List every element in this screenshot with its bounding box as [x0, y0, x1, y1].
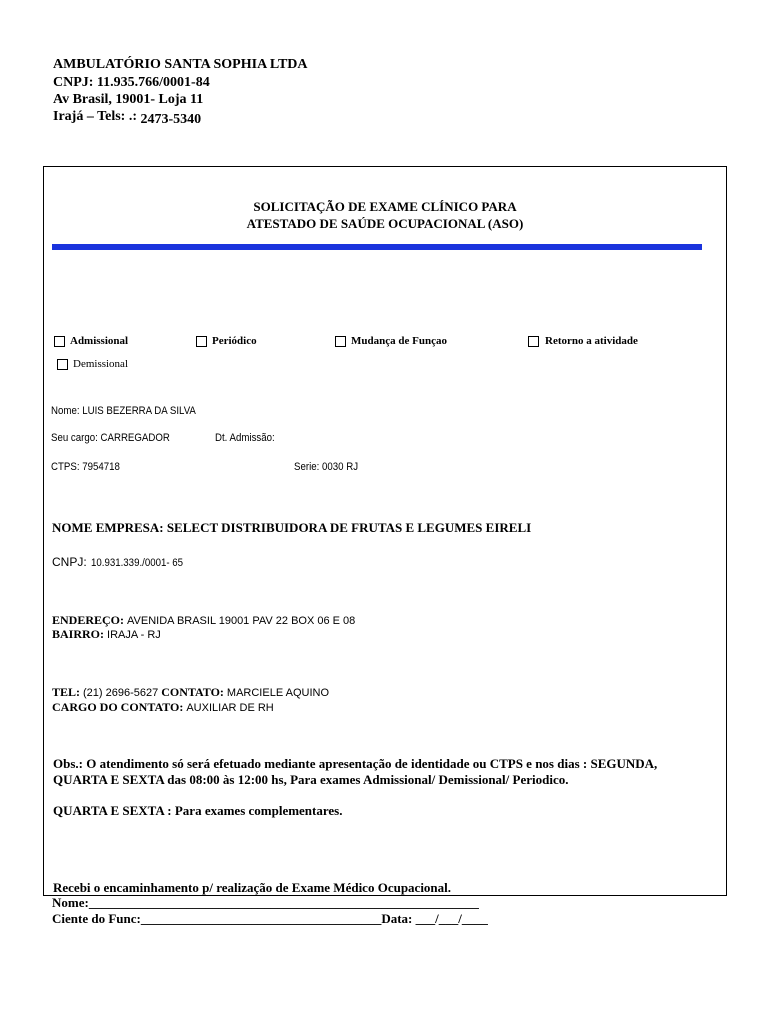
checkbox-admissional[interactable] [54, 336, 65, 347]
company-address: Av Brasil, 19001- Loja 11 [53, 92, 204, 107]
checkbox-retorno-atividade[interactable] [528, 336, 539, 347]
company-phone [53, 107, 201, 126]
label-retorno-atividade: Retorno a atividade [545, 335, 638, 347]
employer-contact [52, 685, 329, 700]
tel-label: TEL: [52, 685, 81, 699]
employee-ctps: CTPS: 7954718 [51, 461, 120, 473]
phone-label: Irajá – Tels: .: [53, 109, 137, 124]
label-demissional: Demissional [73, 358, 128, 370]
footer-name-line: Nome:____________________________________________________________ [52, 895, 479, 910]
tel-value: (21) 2696-5627 [83, 687, 159, 699]
label-admissional: Admissional [70, 335, 129, 347]
employee-serie: Serie: 0030 RJ [294, 461, 359, 473]
employer-cnpj-value: 10.931.339./0001- 65 [90, 557, 183, 569]
obs-line3: QUARTA E SEXTA : Para exames complementares. [53, 803, 343, 818]
cargo-contato-label: CARGO DO CONTATO: [52, 700, 184, 714]
company-name: AMBULATÓRIO SANTA SOPHIA LTDA [53, 57, 308, 72]
checkbox-mudanca-funcao[interactable] [335, 336, 346, 347]
bairro-label: BAIRRO: [52, 627, 105, 641]
employer-contact-role [52, 700, 274, 715]
company-cnpj: CNPJ: 11.935.766/0001-84 [53, 75, 210, 90]
employee-name: Nome: LUIS BEZERRA DA SILVA [51, 405, 196, 417]
bairro-value: IRAJA - RJ [107, 629, 161, 641]
address-value: AVENIDA BRASIL 19001 PAV 22 BOX 06 E 08 [127, 615, 356, 627]
cargo-contato-value: AUXILIAR DE RH [186, 702, 274, 714]
checkbox-periodico[interactable] [196, 336, 207, 347]
address-label: ENDEREÇO: [52, 613, 125, 627]
checkbox-demissional[interactable] [57, 359, 68, 370]
label-periodico: Periódico [212, 335, 257, 347]
form-title-line1: SOLICITAÇÃO DE EXAME CLÍNICO PARA [253, 199, 517, 214]
contato-label: CONTATO: [161, 685, 224, 699]
employer-name: NOME EMPRESA: SELECT DISTRIBUIDORA DE FRUTAS E LEGUMES EIRELI [52, 520, 532, 535]
obs-line2: QUARTA E SEXTA das 08:00 às 12:00 hs, Para exames Admissional/ Demissional/ Periodico. [53, 772, 569, 787]
employer-cnpj [52, 553, 195, 571]
footer-ciente-line: Ciente do Func:_____________________________________Data: ___/___/____ [52, 911, 488, 926]
admission-date-label: Dt. Admissão: [215, 432, 275, 444]
phone-number: 2473-5340 [140, 112, 202, 127]
employer-bairro [52, 627, 161, 642]
receipt-statement: Recebi o encaminhamento p/ realização de Exame Médico Ocupacional. [53, 880, 452, 895]
employee-cargo: Seu cargo: CARREGADOR [51, 432, 170, 444]
employer-cnpj-label: CNPJ: [52, 555, 87, 569]
title-divider [52, 244, 702, 250]
obs-line1: Obs.: O atendimento só será efetuado mediante apresentação de identidade ou CTPS e nos dias : SEGUNDA, [53, 756, 658, 771]
contato-value: MARCIELE AQUINO [226, 687, 329, 699]
employer-address [52, 613, 355, 628]
form-title-line2: ATESTADO DE SAÚDE OCUPACIONAL (ASO) [246, 216, 524, 231]
label-mudanca-funcao: Mudança de Funçao [351, 335, 447, 347]
